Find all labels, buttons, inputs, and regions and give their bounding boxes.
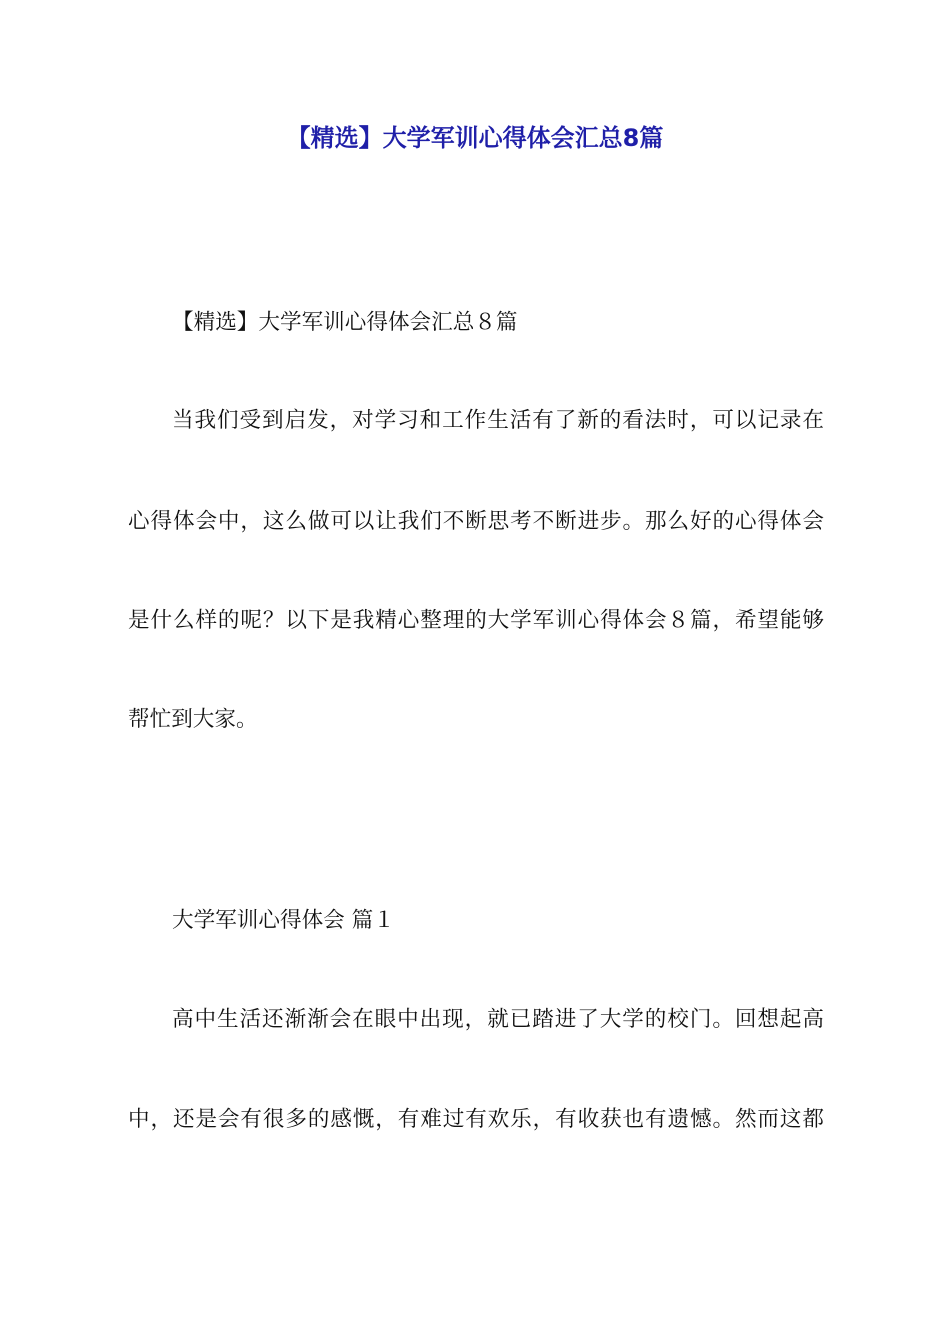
section-heading: 大学军训心得体会 篇１ <box>172 908 395 933</box>
paragraph-line: 是什么样的呢？以下是我精心整理的大学军训心得体会８篇，希望能够 <box>128 608 824 633</box>
subtitle-line: 【精选】大学军训心得体会汇总８篇 <box>172 310 518 335</box>
paragraph-line: 帮忙到大家。 <box>128 707 258 732</box>
paragraph-line: 心得体会中，这么做可以让我们不断思考不断进步。那么好的心得体会 <box>128 509 824 534</box>
document-title: 【精选】大学军训心得体会汇总8篇 <box>286 124 664 152</box>
paragraph-line: 高中生活还渐渐会在眼中出现，就已踏进了大学的校门。回想起高 <box>172 1007 824 1032</box>
paragraph-line: 当我们受到启发，对学习和工作生活有了新的看法时，可以记录在 <box>172 408 824 433</box>
paragraph-line: 中，还是会有很多的感慨，有难过有欢乐，有收获也有遗憾。然而这都 <box>128 1107 824 1132</box>
